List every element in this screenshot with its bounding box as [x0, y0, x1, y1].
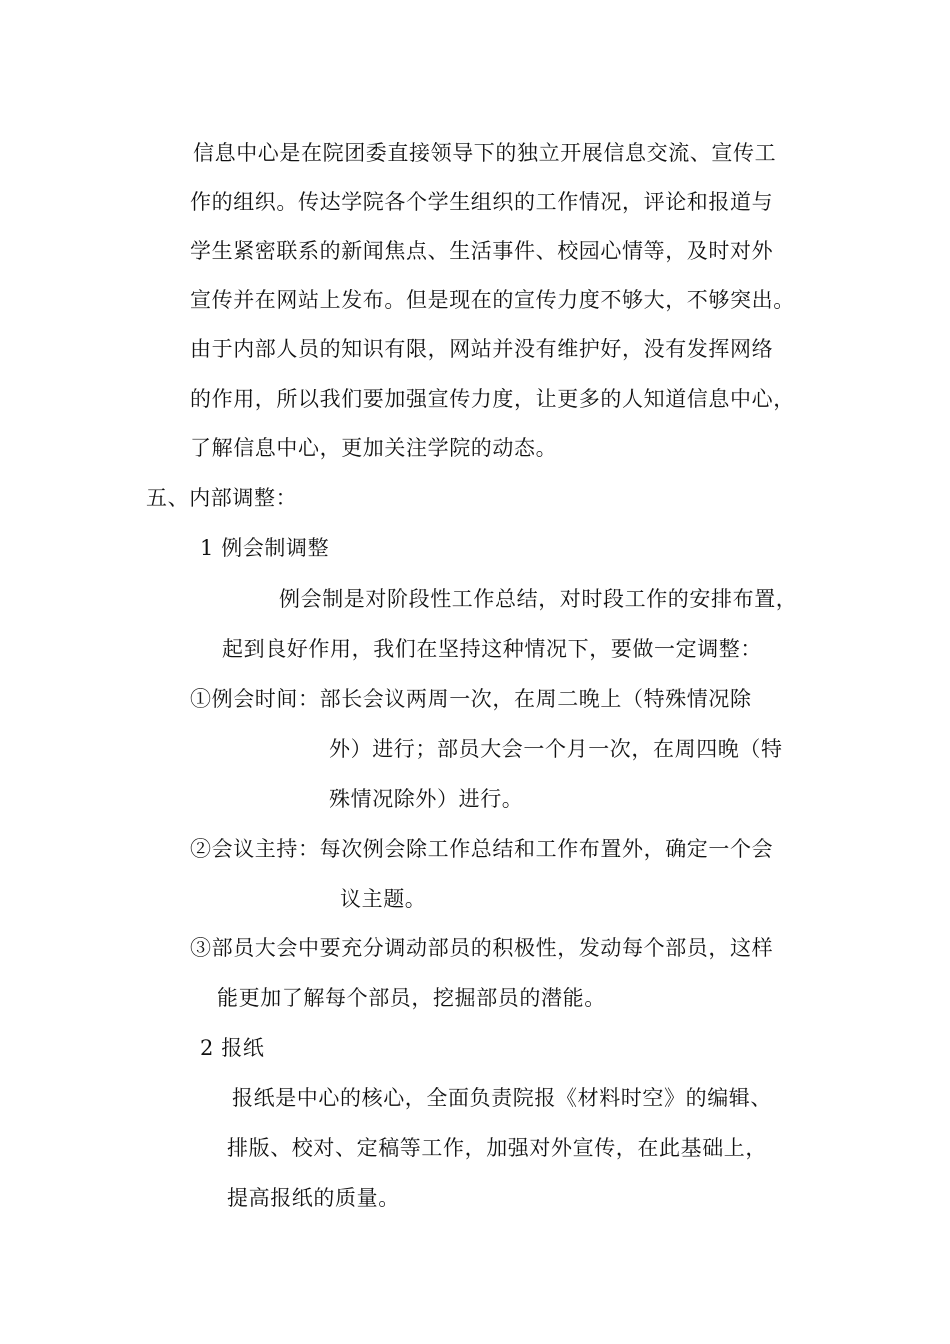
intro-line: 的作用，所以我们要加强宣传力度，让更多的人知道信息中心， — [190, 387, 795, 411]
list-item-line: ②会议主持：每次例会除工作总结和工作布置外，确定一个会 — [190, 837, 774, 861]
list-item-line: ③部员大会中要充分调动部员的积极性，发动每个部员，这样 — [190, 936, 774, 960]
section-heading: 五、内部调整： — [146, 486, 298, 510]
intro-line: 学生紧密联系的新闻焦点、生活事件、校园心情等，及时对外 — [190, 239, 774, 263]
paragraph-line: 排版、校对、定稿等工作，加强对外宣传，在此基础上， — [227, 1136, 767, 1160]
list-item-line: 能更加了解每个部员，挖掘部员的潜能。 — [217, 986, 606, 1010]
paragraph-line: 报纸是中心的核心，全面负责院报《材料时空》的编辑、 — [232, 1086, 772, 1110]
list-item-line: 外）进行；部员大会一个月一次，在周四晚（特 — [329, 737, 783, 761]
intro-line: 信息中心是在院团委直接领导下的独立开展信息交流、宣传工 — [193, 141, 777, 165]
intro-line: 由于内部人员的知识有限，网站并没有维护好，没有发挥网络 — [190, 337, 774, 361]
intro-line: 宣传并在网站上发布。但是现在的宣传力度不够大，不够突出。 — [190, 288, 795, 312]
paragraph-line: 起到良好作用，我们在坚持这种情况下，要做一定调整： — [222, 637, 762, 661]
list-item-line: ①例会时间：部长会议两周一次，在周二晚上（特殊情况除 — [190, 687, 752, 711]
paragraph-line: 提高报纸的质量。 — [227, 1186, 400, 1210]
list-item-line: 议主题。 — [340, 887, 427, 911]
intro-line: 了解信息中心，更加关注学院的动态。 — [190, 436, 558, 460]
subsection-heading: 1 例会制调整 — [200, 536, 330, 560]
paragraph-line: 例会制是对阶段性工作总结，对时段工作的安排布置， — [279, 587, 798, 611]
intro-line: 作的组织。传达学院各个学生组织的工作情况，评论和报道与 — [190, 190, 774, 214]
list-item-line: 殊情况除外）进行。 — [329, 787, 524, 811]
subsection-heading: 2 报纸 — [200, 1036, 265, 1060]
